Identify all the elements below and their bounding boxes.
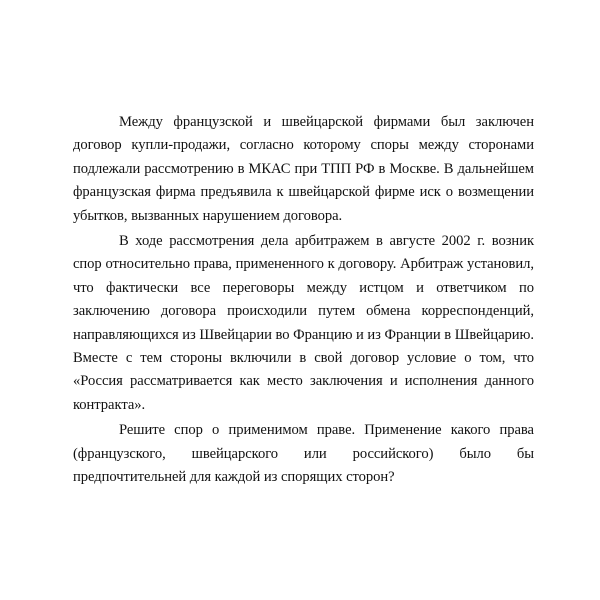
paragraph-case-facts: Между французской и швейцарской фирмами был заключен договор купли-продажи, согласно которому споры между сторонами подлежали рассмотрению в МКАС при ТПП РФ в Москве. В дальнейшем французская фирма предъявила к швейцарской фирме иск о возмещении убытков, вызванных нарушением договора.	[73, 114, 534, 224]
paragraph-task-question: Решите спор о применимом праве. Применение какого права (французского, швейцарского или российского) было бы предпочтительней для каждой из спорящих сторон?	[73, 422, 534, 486]
paragraph-arbitration-details: В ходе рассмотрения дела арбитражем в августе 2002 г. возник спор относительно права, примененного к договору. Арбитраж установил, что фактически все переговоры между истцом и ответчиком по заключению договора происходили путем обмена корреспонденций, направляющихся из Швейцарии во Францию и из Франции в Швейцарию. Вместе с тем стороны включили в свой договор условие о том, что «Россия рассматривается как место заключения и исполнения данного контракта».	[73, 233, 534, 413]
document-body	[73, 111, 534, 492]
